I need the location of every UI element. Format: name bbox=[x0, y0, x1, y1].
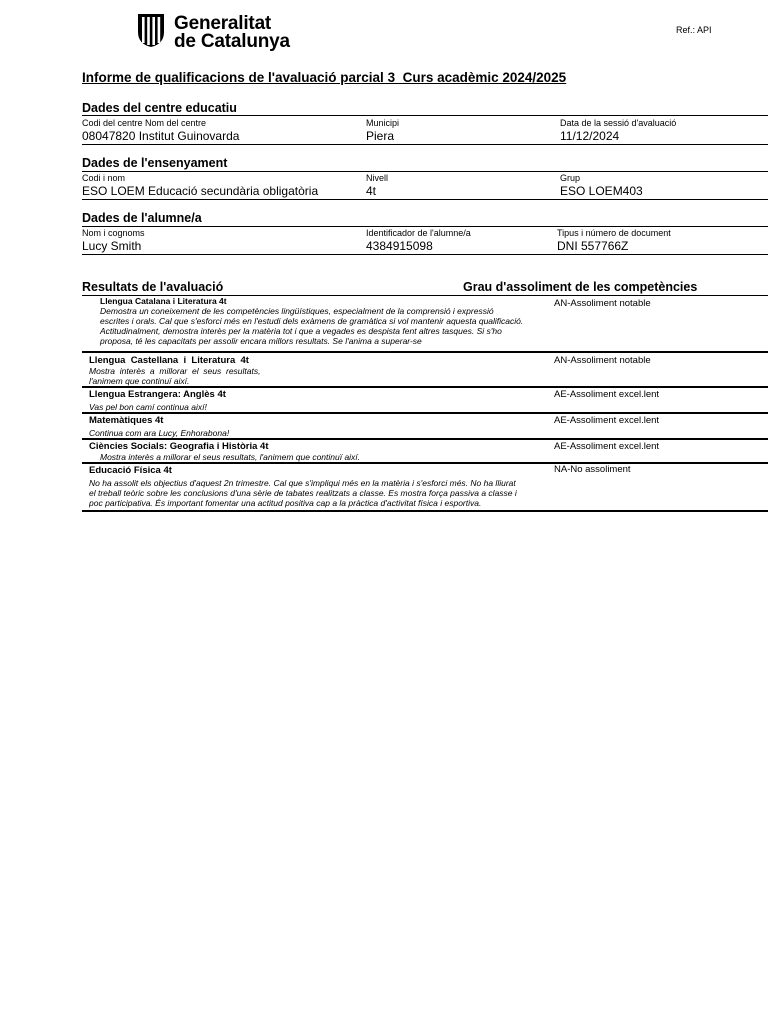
generalitat-logo bbox=[136, 12, 306, 50]
row-divider bbox=[82, 462, 768, 464]
row-divider bbox=[82, 351, 768, 353]
student-name-value: Lucy Smith bbox=[82, 239, 142, 253]
org-name-line2: de Catalunya bbox=[174, 31, 290, 52]
group-label: Grup bbox=[560, 173, 581, 183]
subject-grade: AN-Assoliment notable bbox=[554, 355, 651, 366]
org-name-line1: Generalitat bbox=[174, 13, 272, 34]
level-value: 4t bbox=[366, 184, 377, 198]
subject-name: Educació Física 4t bbox=[89, 465, 172, 476]
subject-grade: AE-Assoliment excel.lent bbox=[554, 415, 660, 426]
subject-name: Matemàtiques 4t bbox=[89, 415, 164, 426]
subject-comment: el treball teòric sobre les conclusions d'una sèrie de tabates realitzats a classe. Es mostra força passiva a classe i bbox=[89, 488, 517, 498]
subject-grade: AN-Assoliment notable bbox=[554, 298, 651, 309]
subject-name: Ciències Socials: Geografia i Història 4t bbox=[89, 441, 269, 452]
municipality-label: Municipi bbox=[366, 118, 400, 128]
subject-comment: Mostra interès a millorar el seus resultats, bbox=[89, 366, 261, 376]
municipality-value: Piera bbox=[366, 129, 395, 143]
divider bbox=[82, 226, 768, 227]
subject-comment: poc participativa. És important fomentar una actitud positiva cap a la pràctica d'activitat física i esportiva. bbox=[89, 498, 482, 508]
centre-code-value: 08047820 Institut Guinovarda bbox=[82, 129, 240, 143]
subject-name: Llengua Estrangera: Anglès 4t bbox=[89, 389, 226, 400]
subject-comment: Vas pel bon camí continua així! bbox=[89, 402, 207, 412]
subject-grade: AE-Assoliment excel.lent bbox=[554, 441, 660, 452]
session-date-label: Data de la sessió d'avaluació bbox=[560, 118, 677, 128]
subject-comment: Mostra interès a millorar el seus resultats, l'animem que continuï així. bbox=[100, 452, 361, 462]
course-heading: Dades de l'ensenyament bbox=[82, 156, 228, 170]
student-id-label: Identificador de l'alumne/a bbox=[366, 228, 471, 238]
grade-heading: Grau d'assoliment de les competències bbox=[463, 280, 698, 294]
subject-comment: Actitudinalment, demostra interès per la matèria tot i que a vegades es despista fent altres tasques. Si s'ho bbox=[100, 326, 502, 336]
page-title: Informe de qualificacions de l'avaluació parcial 3 Curs acadèmic 2024/2025 bbox=[82, 70, 567, 85]
subject-comment: escrites i orals. Cal que s'esforci més en l'estudi dels exàmens de gramàtica si vol mantenir aquesta qualificació. bbox=[100, 316, 524, 326]
divider bbox=[82, 144, 768, 145]
subject-comment: l'animem que continuï així. bbox=[89, 376, 190, 386]
course-code-value: ESO LOEM Educació secundària obligatòria bbox=[82, 184, 319, 198]
row-divider bbox=[82, 510, 768, 512]
divider bbox=[82, 199, 768, 200]
student-heading: Dades de l'alumne/a bbox=[82, 211, 202, 225]
document-label: Tipus i número de document bbox=[557, 228, 671, 238]
row-divider bbox=[82, 438, 768, 440]
divider bbox=[82, 171, 768, 172]
centre-code-label: Codi del centre Nom del centre bbox=[82, 118, 207, 128]
generalitat-emblem-icon bbox=[136, 12, 166, 48]
subject-comment: Continua com ara Lucy, Enhorabona! bbox=[89, 428, 230, 438]
group-value: ESO LOEM403 bbox=[560, 184, 643, 198]
subject-name: Llengua Catalana i Literatura 4t bbox=[100, 296, 227, 306]
student-id-value: 4384915098 bbox=[366, 239, 433, 253]
divider bbox=[82, 254, 768, 255]
document-value: DNI 557766Z bbox=[557, 239, 629, 253]
subject-comment: No ha assolit els objectius d'aquest 2n trimestre. Cal que s'impliqui més en la matèria i s'esforci més. No ha lliurat bbox=[89, 478, 516, 488]
results-heading: Resultats de l'avaluació bbox=[82, 280, 224, 294]
subject-comment: Demostra un coneixement de les competències lingüístiques, especialment de la comprensió i expressió bbox=[100, 306, 494, 316]
subject-name: Llengua Castellana i Literatura 4t bbox=[89, 355, 249, 366]
level-label: Nivell bbox=[366, 173, 389, 183]
centre-heading: Dades del centre educatiu bbox=[82, 101, 237, 115]
row-divider bbox=[82, 412, 768, 414]
student-name-label: Nom i cognoms bbox=[82, 228, 145, 238]
session-date-value: 11/12/2024 bbox=[560, 129, 620, 143]
reference: Ref.: API bbox=[676, 25, 712, 35]
course-code-label: Codi i nom bbox=[82, 173, 126, 183]
row-divider bbox=[82, 386, 768, 388]
subject-grade: AE-Assoliment excel.lent bbox=[554, 389, 660, 400]
divider bbox=[82, 115, 768, 116]
subject-grade: NA-No assoliment bbox=[554, 464, 631, 475]
subject-comment: proposa, té les capacitats per assolir encara millors resultats. Se l'anima a superar-se bbox=[100, 336, 422, 346]
